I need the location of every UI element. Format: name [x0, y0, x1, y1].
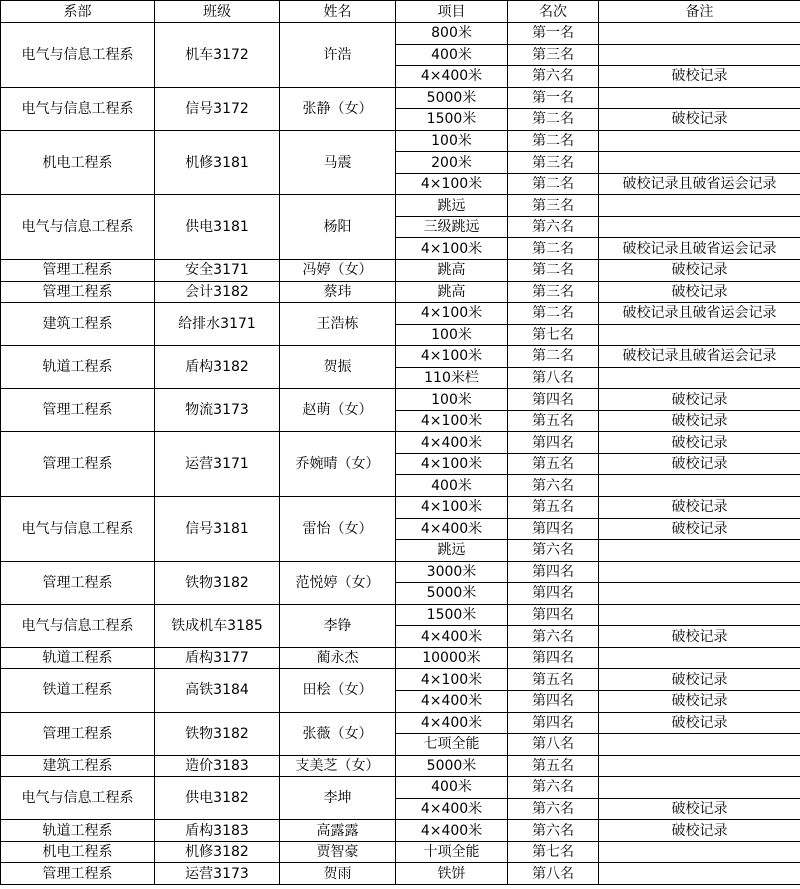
note-cell [599, 604, 800, 626]
note-cell: 破校记录 [599, 66, 800, 88]
department-cell: 建筑工程系 [1, 303, 155, 346]
event-cell: 5000米 [396, 583, 508, 605]
event-cell: 110米栏 [396, 367, 508, 389]
rank-cell: 第二名 [508, 238, 599, 260]
note-cell [599, 540, 800, 562]
department-cell: 轨道工程系 [1, 346, 155, 389]
event-cell: 100米 [396, 389, 508, 411]
table-row [1, 281, 800, 303]
student-name-cell: 张静（女） [280, 87, 396, 130]
class-cell: 高铁3184 [155, 669, 280, 712]
rank-cell: 第三名 [508, 281, 599, 303]
event-cell: 5000米 [396, 87, 508, 109]
student-name-cell: 贺振 [280, 346, 396, 389]
student-name-cell: 许浩 [280, 23, 396, 88]
note-cell: 破校记录 [599, 281, 800, 303]
rank-cell: 第三名 [508, 44, 599, 66]
class-cell: 机修3181 [155, 130, 280, 195]
student-name-cell: 蔺永杰 [280, 647, 396, 669]
class-cell: 供电3182 [155, 777, 280, 820]
class-cell: 物流3173 [155, 389, 280, 432]
class-cell: 盾构3177 [155, 647, 280, 669]
note-cell: 破校记录 [599, 432, 800, 454]
student-name-cell: 范悦婷（女） [280, 561, 396, 604]
table-row [1, 303, 800, 325]
note-cell: 破校记录且破省运会记录 [599, 238, 800, 260]
header-dept: 系部 [1, 1, 155, 23]
rank-cell: 第四名 [508, 518, 599, 540]
rank-cell: 第五名 [508, 755, 599, 777]
class-cell: 铁物3182 [155, 561, 280, 604]
event-cell: 3000米 [396, 561, 508, 583]
table-body [1, 23, 800, 885]
note-cell [599, 152, 800, 174]
table-row [1, 432, 800, 454]
rank-cell: 第六名 [508, 216, 599, 238]
rank-cell: 第二名 [508, 130, 599, 152]
event-cell: 七项全能 [396, 734, 508, 756]
rank-cell: 第六名 [508, 798, 599, 820]
rank-cell: 第六名 [508, 777, 599, 799]
note-cell [599, 475, 800, 497]
header-note: 备注 [599, 1, 800, 23]
class-cell: 机修3182 [155, 841, 280, 863]
rank-cell: 第四名 [508, 712, 599, 734]
note-cell: 破校记录 [599, 690, 800, 712]
note-cell [599, 841, 800, 863]
class-cell: 安全3171 [155, 260, 280, 282]
note-cell [599, 777, 800, 799]
note-cell [599, 863, 800, 885]
table-row [1, 755, 800, 777]
rank-cell: 第八名 [508, 863, 599, 885]
rank-cell: 第四名 [508, 647, 599, 669]
note-cell [599, 647, 800, 669]
rank-cell: 第四名 [508, 432, 599, 454]
rank-cell: 第四名 [508, 690, 599, 712]
event-cell: 跳高 [396, 260, 508, 282]
class-cell: 给排水3171 [155, 303, 280, 346]
student-name-cell: 高露露 [280, 820, 396, 842]
department-cell: 铁道工程系 [1, 669, 155, 712]
class-cell: 运营3171 [155, 432, 280, 497]
class-cell: 会计3182 [155, 281, 280, 303]
note-cell [599, 23, 800, 45]
rank-cell: 第八名 [508, 734, 599, 756]
event-cell: 400米 [396, 475, 508, 497]
class-cell: 铁成机车3185 [155, 604, 280, 647]
event-cell: 10000米 [396, 647, 508, 669]
event-cell: 4×100米 [396, 669, 508, 691]
event-cell: 4×400米 [396, 66, 508, 88]
header-event: 项目 [396, 1, 508, 23]
table-row [1, 669, 800, 691]
class-cell: 供电3181 [155, 195, 280, 260]
department-cell: 轨道工程系 [1, 820, 155, 842]
rank-cell: 第二名 [508, 260, 599, 282]
rank-cell: 第三名 [508, 152, 599, 174]
note-cell [599, 44, 800, 66]
table-row [1, 87, 800, 109]
note-cell: 破校记录 [599, 669, 800, 691]
note-cell: 破校记录 [599, 109, 800, 131]
event-cell: 铁饼 [396, 863, 508, 885]
department-cell: 电气与信息工程系 [1, 497, 155, 562]
department-cell: 建筑工程系 [1, 755, 155, 777]
rank-cell: 第五名 [508, 453, 599, 475]
note-cell: 破校记录 [599, 712, 800, 734]
rank-cell: 第六名 [508, 540, 599, 562]
rank-cell: 第三名 [508, 195, 599, 217]
note-cell [599, 755, 800, 777]
event-cell: 十项全能 [396, 841, 508, 863]
event-cell: 400米 [396, 44, 508, 66]
rank-cell: 第六名 [508, 66, 599, 88]
note-cell: 破校记录 [599, 497, 800, 519]
event-cell: 4×400米 [396, 432, 508, 454]
student-name-cell: 贺雨 [280, 863, 396, 885]
student-name-cell: 赵萌（女） [280, 389, 396, 432]
event-cell: 4×100米 [396, 238, 508, 260]
student-name-cell: 张薇（女） [280, 712, 396, 755]
event-cell: 1500米 [396, 109, 508, 131]
table-row [1, 820, 800, 842]
header-class: 班级 [155, 1, 280, 23]
department-cell: 管理工程系 [1, 863, 155, 885]
header-name: 姓名 [280, 1, 396, 23]
department-cell: 轨道工程系 [1, 647, 155, 669]
note-cell [599, 130, 800, 152]
rank-cell: 第四名 [508, 583, 599, 605]
rank-cell: 第七名 [508, 324, 599, 346]
department-cell: 机电工程系 [1, 841, 155, 863]
table-row [1, 561, 800, 583]
student-name-cell: 李铮 [280, 604, 396, 647]
rank-cell: 第七名 [508, 841, 599, 863]
student-name-cell: 乔婉晴（女） [280, 432, 396, 497]
rank-cell: 第八名 [508, 367, 599, 389]
table-row [1, 841, 800, 863]
student-name-cell: 雷怡（女） [280, 497, 396, 562]
student-name-cell: 田桧（女） [280, 669, 396, 712]
rank-cell: 第四名 [508, 561, 599, 583]
class-cell: 造价3183 [155, 755, 280, 777]
table-row [1, 260, 800, 282]
table-row [1, 195, 800, 217]
student-name-cell: 贾智豪 [280, 841, 396, 863]
header-rank: 名次 [508, 1, 599, 23]
note-cell [599, 367, 800, 389]
student-name-cell: 杨阳 [280, 195, 396, 260]
event-cell: 跳高 [396, 281, 508, 303]
note-cell: 破校记录 [599, 626, 800, 648]
department-cell: 管理工程系 [1, 561, 155, 604]
note-cell [599, 583, 800, 605]
rank-cell: 第四名 [508, 389, 599, 411]
header-row [1, 1, 800, 23]
department-cell: 机电工程系 [1, 130, 155, 195]
event-cell: 4×100米 [396, 173, 508, 195]
note-cell: 破校记录且破省运会记录 [599, 173, 800, 195]
department-cell: 电气与信息工程系 [1, 87, 155, 130]
table-row [1, 23, 800, 45]
class-cell: 信号3172 [155, 87, 280, 130]
student-name-cell: 蔡玮 [280, 281, 396, 303]
table-row [1, 130, 800, 152]
student-name-cell: 王浩栋 [280, 303, 396, 346]
department-cell: 管理工程系 [1, 389, 155, 432]
event-cell: 400米 [396, 777, 508, 799]
table-row [1, 346, 800, 368]
class-cell: 盾构3183 [155, 820, 280, 842]
event-cell: 跳远 [396, 540, 508, 562]
table-row [1, 389, 800, 411]
department-cell: 电气与信息工程系 [1, 195, 155, 260]
student-name-cell: 冯婷（女） [280, 260, 396, 282]
event-cell: 4×100米 [396, 346, 508, 368]
event-cell: 5000米 [396, 755, 508, 777]
event-cell: 800米 [396, 23, 508, 45]
event-cell: 跳远 [396, 195, 508, 217]
student-name-cell: 李坤 [280, 777, 396, 820]
table-row [1, 647, 800, 669]
rank-cell: 第一名 [508, 23, 599, 45]
event-cell: 4×100米 [396, 410, 508, 432]
note-cell [599, 195, 800, 217]
rank-cell: 第五名 [508, 497, 599, 519]
event-cell: 200米 [396, 152, 508, 174]
table-row [1, 497, 800, 519]
note-cell: 破校记录 [599, 389, 800, 411]
event-cell: 4×400米 [396, 798, 508, 820]
event-cell: 4×100米 [396, 497, 508, 519]
table-row [1, 777, 800, 799]
note-cell: 破校记录 [599, 798, 800, 820]
note-cell: 破校记录 [599, 410, 800, 432]
note-cell: 破校记录且破省运会记录 [599, 346, 800, 368]
event-cell: 4×100米 [396, 303, 508, 325]
table-row [1, 712, 800, 734]
rank-cell: 第四名 [508, 604, 599, 626]
department-cell: 管理工程系 [1, 432, 155, 497]
rank-cell: 第六名 [508, 820, 599, 842]
student-name-cell: 马震 [280, 130, 396, 195]
department-cell: 电气与信息工程系 [1, 604, 155, 647]
note-cell: 破校记录 [599, 260, 800, 282]
note-cell [599, 87, 800, 109]
event-cell: 1500米 [396, 604, 508, 626]
rank-cell: 第二名 [508, 346, 599, 368]
event-cell: 4×100米 [396, 453, 508, 475]
class-cell: 盾构3182 [155, 346, 280, 389]
note-cell: 破校记录 [599, 453, 800, 475]
rank-cell: 第六名 [508, 626, 599, 648]
class-cell: 铁物3182 [155, 712, 280, 755]
event-cell: 100米 [396, 324, 508, 346]
event-cell: 100米 [396, 130, 508, 152]
rank-cell: 第一名 [508, 87, 599, 109]
class-cell: 信号3181 [155, 497, 280, 562]
table-row [1, 604, 800, 626]
event-cell: 4×400米 [396, 820, 508, 842]
rank-cell: 第五名 [508, 669, 599, 691]
rank-cell: 第二名 [508, 173, 599, 195]
note-cell [599, 734, 800, 756]
department-cell: 电气与信息工程系 [1, 777, 155, 820]
class-cell: 运营3173 [155, 863, 280, 885]
note-cell [599, 324, 800, 346]
table-row [1, 863, 800, 885]
event-cell: 4×400米 [396, 690, 508, 712]
note-cell: 破校记录 [599, 518, 800, 540]
rank-cell: 第五名 [508, 410, 599, 432]
event-cell: 4×400米 [396, 626, 508, 648]
rank-cell: 第六名 [508, 475, 599, 497]
note-cell: 破校记录 [599, 820, 800, 842]
rank-cell: 第二名 [508, 109, 599, 131]
department-cell: 管理工程系 [1, 260, 155, 282]
note-cell [599, 216, 800, 238]
rank-cell: 第二名 [508, 303, 599, 325]
student-name-cell: 支美芝（女） [280, 755, 396, 777]
department-cell: 管理工程系 [1, 281, 155, 303]
event-cell: 4×400米 [396, 712, 508, 734]
note-cell [599, 561, 800, 583]
department-cell: 电气与信息工程系 [1, 23, 155, 88]
note-cell: 破校记录且破省运会记录 [599, 303, 800, 325]
event-cell: 三级跳远 [396, 216, 508, 238]
event-cell: 4×400米 [396, 518, 508, 540]
class-cell: 机车3172 [155, 23, 280, 88]
department-cell: 管理工程系 [1, 712, 155, 755]
